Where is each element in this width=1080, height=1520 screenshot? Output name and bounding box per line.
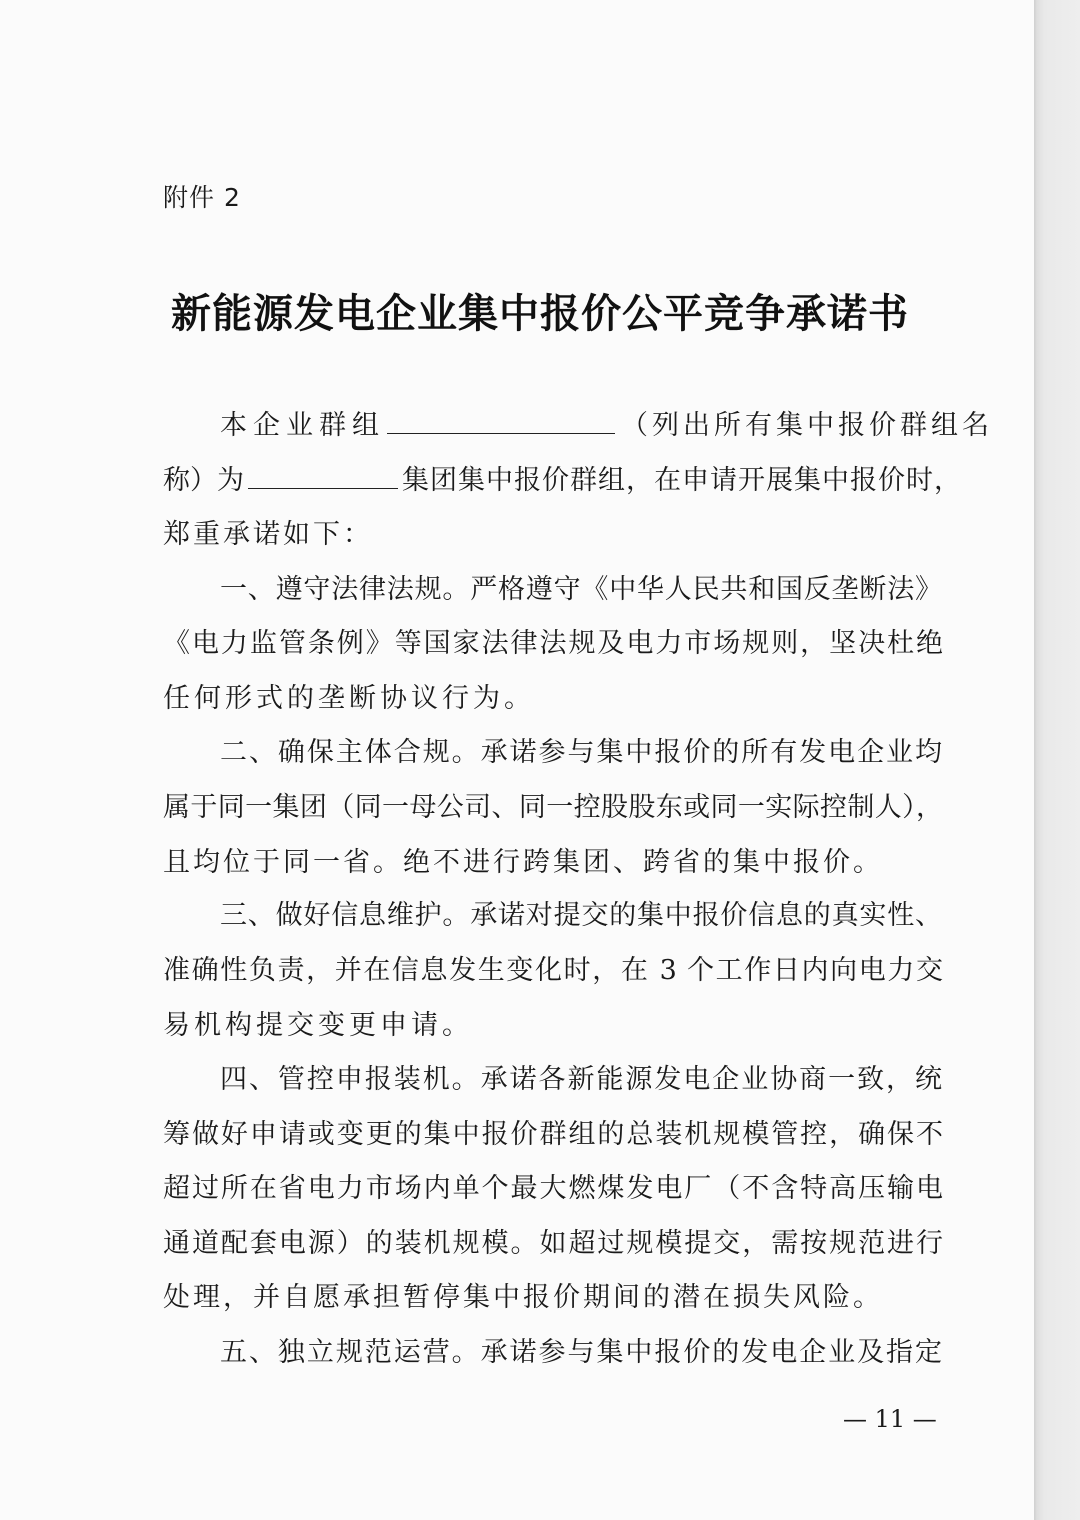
clause-2-line-1: 二、确保主体合规。承诺参与集中报价的所有发电企业均 (220, 737, 942, 768)
clause-2-line-3: 且均位于同一省。绝不进行跨集团、跨省的集中报价。 (163, 847, 883, 878)
intro-line-3: 郑重承诺如下： (163, 519, 373, 550)
clause-4-line-3: 超过所在省电力市场内单个最大燃煤发电厂（不含特高压输电 (163, 1173, 943, 1204)
attachment-label: 附件 2 (163, 183, 241, 212)
intro-line-1-suffix: （列出所有集中报价群组名 (621, 410, 993, 441)
clause-4-line-1: 四、管控申报装机。承诺各新能源发电企业协商一致，统 (220, 1064, 942, 1095)
clause-4-line-4: 通道配套电源）的装机规模。如超过规模提交，需按规范进行 (163, 1228, 943, 1259)
intro-line-2 (163, 458, 962, 497)
clause-1-line-1: 一、遵守法律法规。严格遵守《中华人民共和国反垄断法》 (220, 574, 942, 605)
clause-1-line-2: 《电力监管条例》等国家法律法规及电力市场规则，坚决杜绝 (163, 628, 943, 659)
intro-line-1 (220, 403, 993, 442)
clause-3-line-2: 准确性负责，并在信息发生变化时，在 3 个工作日内向电力交 (163, 955, 943, 986)
clause-4-line-2: 筹做好申请或变更的集中报价群组的总装机规模管控，确保不 (163, 1119, 943, 1150)
group-name-blank (387, 409, 615, 434)
intro-line-2-suffix: 集团集中报价群组，在申请开展集中报价时， (402, 465, 962, 496)
intro-line-2-prefix: 称）为 (163, 465, 244, 496)
page-edge-shadow (1034, 0, 1080, 1520)
clause-3-line-3: 易机构提交变更申请。 (163, 1010, 473, 1041)
intro-line-1-prefix: 本企业群组 (220, 410, 385, 441)
page-number: — 11 — (843, 1405, 937, 1433)
clause-3-line-1: 三、做好信息维护。承诺对提交的集中报价信息的真实性、 (220, 900, 942, 931)
document-title: 新能源发电企业集中报价公平竞争承诺书 (171, 290, 909, 337)
clause-2-line-2: 属于同一集团（同一母公司、同一控股股东或同一实际控制人）， (163, 792, 943, 823)
group-owner-blank (248, 464, 398, 489)
clause-5-line-1: 五、独立规范运营。承诺参与集中报价的发电企业及指定 (220, 1337, 942, 1368)
clause-4-line-5: 处理，并自愿承担暂停集中报价期间的潜在损失风险。 (163, 1282, 883, 1313)
clause-1-line-3: 任何形式的垄断协议行为。 (163, 683, 535, 714)
